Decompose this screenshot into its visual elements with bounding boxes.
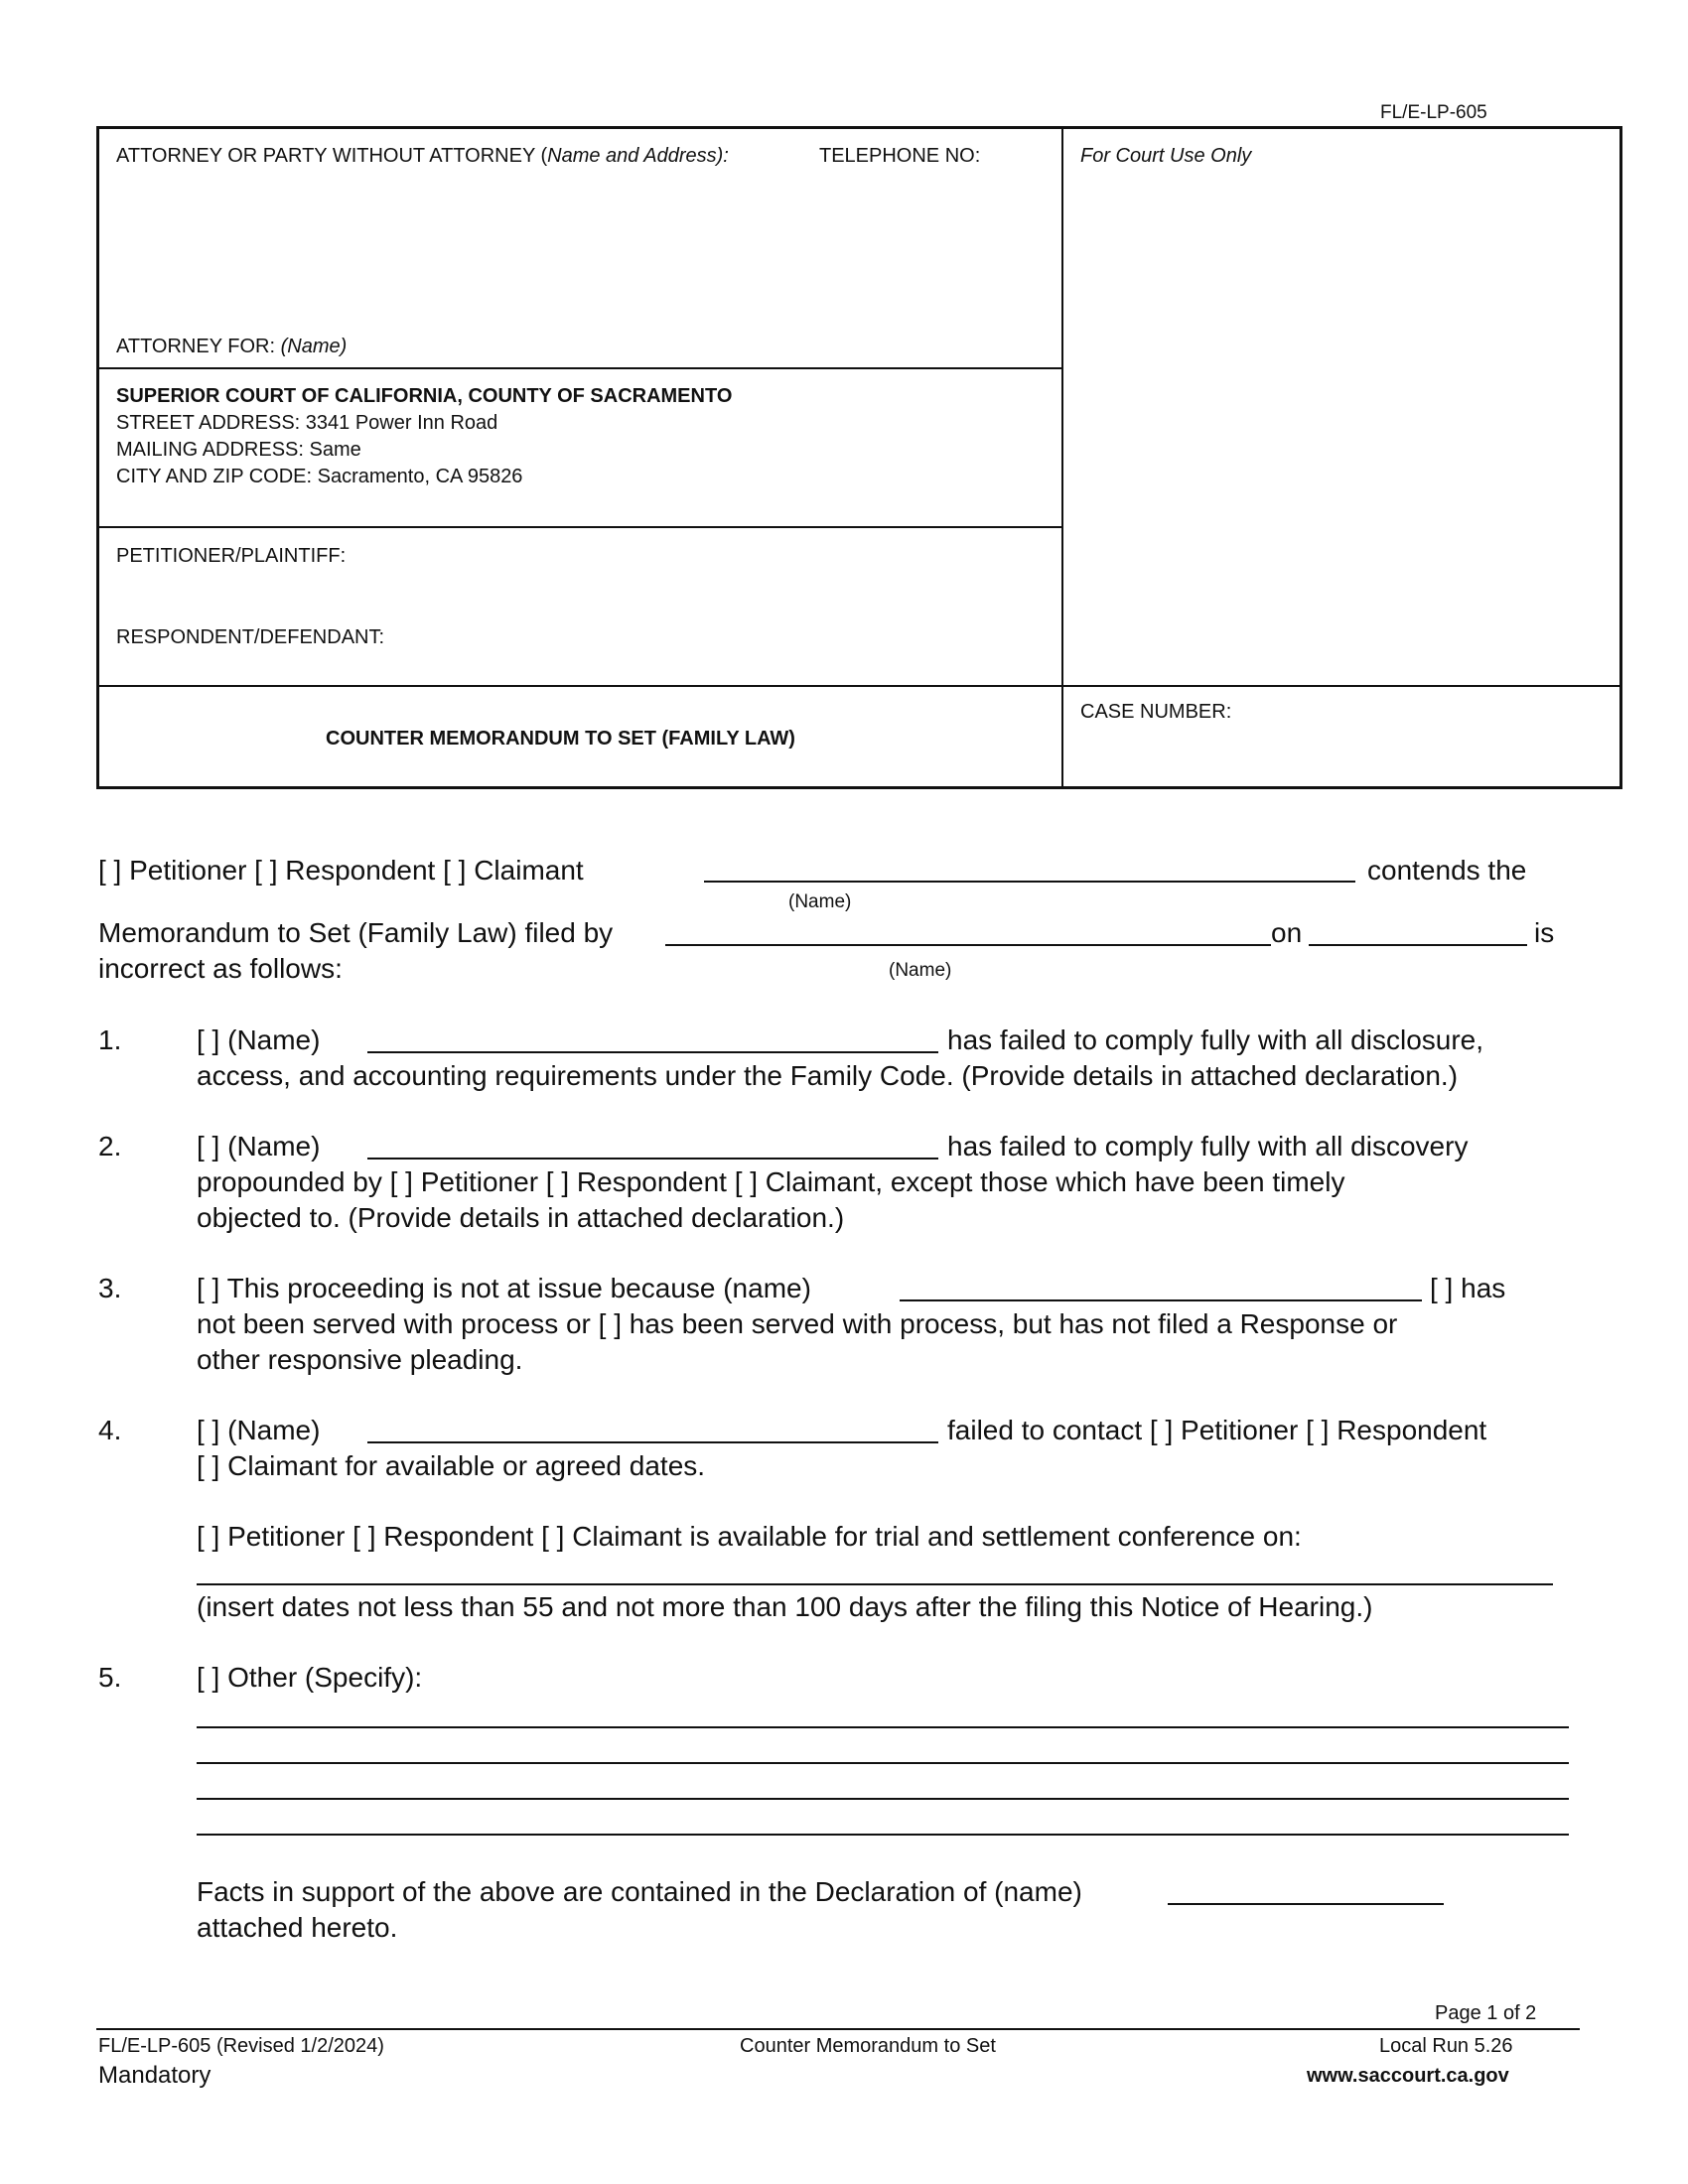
item4-name-line[interactable] [367,1441,938,1443]
item2-text: objected to. (Provide details in attached declaration.) [197,1202,845,1233]
item1-text: has failed to comply fully with all disclosure, [947,1024,1484,1055]
attorney-label: ATTORNEY OR PARTY WITHOUT ATTORNEY (Name and Address): [116,145,729,167]
name-hint: (Name) [788,891,852,912]
local-run: Local Run 5.26 [1379,2035,1513,2057]
item-number: 2. [98,1131,122,1161]
item2-name-line[interactable] [367,1158,938,1160]
form-title: COUNTER MEMORANDUM TO SET (FAMILY LAW) [326,728,795,750]
item5-other[interactable]: [ ] Other (Specify): [197,1662,423,1693]
item2-text: propounded by [ ] Petitioner [ ] Respondent [ ] Claimant, except those which have been timely [197,1166,1345,1197]
city-zip: CITY AND ZIP CODE: Sacramento, CA 95826 [116,466,523,487]
intro-parties: [ ] Petitioner [ ] Respondent [ ] Claimant [98,855,584,886]
date-line[interactable] [1309,944,1527,946]
item3-name-line[interactable] [900,1299,1422,1301]
item4-available: [ ] Petitioner [ ] Respondent [ ] Claimant is available for trial and settlement conference on: [197,1521,1302,1552]
item2-text: has failed to comply fully with all discovery [947,1131,1469,1161]
specify-line[interactable] [197,1798,1569,1800]
available-dates-line[interactable] [197,1583,1553,1585]
mandatory-label: Mandatory [98,2062,211,2089]
caption-divider [99,685,1619,687]
intro-contends: contends the [1367,855,1527,886]
item3-has[interactable]: [ ] has [1430,1273,1506,1303]
claimant-name-line[interactable] [704,881,1355,883]
intro-on: on [1271,917,1303,948]
item3-text: other responsive pleading. [197,1344,523,1375]
item1-text: access, and accounting requirements under the Family Code. (Provide details in attached declaration.) [197,1060,1459,1091]
caption-divider [99,367,1061,369]
specify-line[interactable] [197,1726,1569,1728]
mailing-address: MAILING ADDRESS: Same [116,439,361,461]
website-link[interactable]: www.saccourt.ca.gov [1307,2065,1509,2087]
specify-line[interactable] [197,1834,1569,1836]
item4-dates-hint: (insert dates not less than 55 and not more than 100 days after the filing this Notice of Hearing.) [197,1591,1373,1622]
caption-table [96,126,1622,789]
filed-by-line[interactable] [665,944,1271,946]
declarant-name-line[interactable] [1168,1903,1444,1905]
footer-rule [96,2028,1580,2030]
specify-line[interactable] [197,1762,1569,1764]
intro-incorrect: incorrect as follows: [98,953,343,984]
attorney-for-label: ATTORNEY FOR: (Name) [116,336,348,357]
intro-is: is [1534,917,1555,948]
revised-label: FL/E-LP-605 (Revised 1/2/2024) [98,2035,384,2057]
case-number-label: CASE NUMBER: [1080,701,1232,723]
footer-title: Counter Memorandum to Set [740,2035,996,2057]
respondent-label: RESPONDENT/DEFENDANT: [116,626,385,648]
item-number: 1. [98,1024,122,1055]
item4-text: [ ] Claimant for available or agreed dates. [197,1450,706,1481]
intro-memorandum: Memorandum to Set (Family Law) filed by [98,917,614,948]
telephone-label: TELEPHONE NO: [819,145,981,167]
item-number: 4. [98,1415,122,1445]
form-id: FL/E-LP-605 [1380,102,1487,123]
street-address: STREET ADDRESS: 3341 Power Inn Road [116,412,498,434]
item4-text: failed to contact [ ] Petitioner [ ] Respondent [947,1415,1487,1445]
item1-name-line[interactable] [367,1051,938,1053]
item-number: 3. [98,1273,122,1303]
petitioner-label: PETITIONER/PLAINTIFF: [116,545,347,567]
item3-text: not been served with process or [ ] has been served with process, but has not filed a Response or [197,1308,1398,1339]
court-use-label: For Court Use Only [1080,145,1252,167]
caption-divider [99,526,1061,528]
caption-divider [1061,129,1063,786]
item2-checkbox-name[interactable]: [ ] (Name) [197,1131,321,1161]
item1-checkbox-name[interactable]: [ ] (Name) [197,1024,321,1055]
facts-text: attached hereto. [197,1912,398,1943]
item4-checkbox-name[interactable]: [ ] (Name) [197,1415,321,1445]
page-number: Page 1 of 2 [1435,2002,1537,2024]
item3-text[interactable]: [ ] This proceeding is not at issue because (name) [197,1273,811,1303]
item-number: 5. [98,1662,122,1693]
name-hint: (Name) [889,960,952,981]
court-name: SUPERIOR COURT OF CALIFORNIA, COUNTY OF SACRAMENTO [116,385,733,407]
facts-text: Facts in support of the above are contained in the Declaration of (name) [197,1876,1082,1907]
